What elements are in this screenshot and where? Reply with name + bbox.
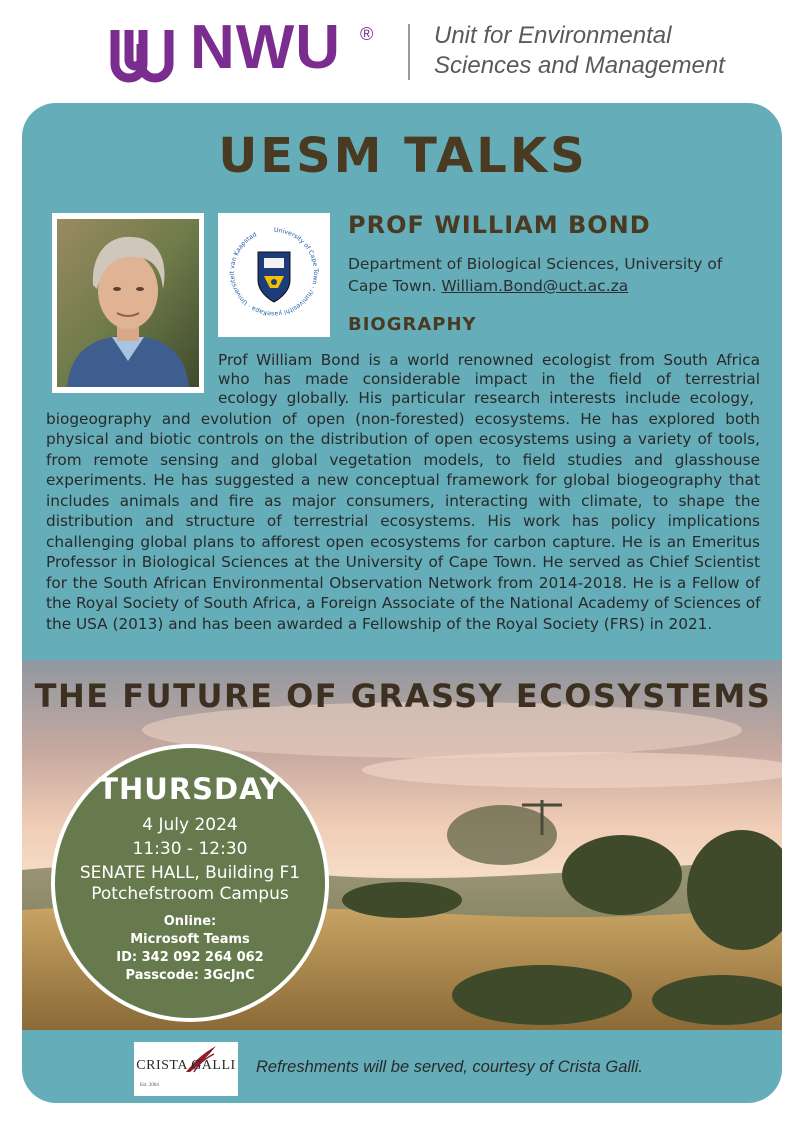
speaker-photo xyxy=(57,219,199,387)
uct-crest-logo xyxy=(220,218,328,332)
sponsor-name: CRISTA GALLI xyxy=(136,1058,236,1073)
header-divider xyxy=(408,24,410,80)
bio-line: includes animals and fire as major consumers, interacting with climate, to shape the xyxy=(46,492,760,510)
bio-line: for the South African Environmental Observation Network from 2014-2018. He is a Fellow of xyxy=(46,574,760,592)
speaker-email-link[interactable]: William.Bond@uct.ac.za xyxy=(441,277,629,295)
meeting-passcode: Passcode: 3GcJnC xyxy=(125,968,255,983)
event-day: THURSDAY xyxy=(98,772,282,806)
header xyxy=(0,0,806,105)
talk-title: THE FUTURE OF GRASSY ECOSYSTEMS xyxy=(34,677,772,715)
unit-name-line2: Sciences and Management xyxy=(434,52,725,79)
event-campus: Potchefstroom Campus xyxy=(91,884,289,904)
bio-line: biogeography and evolution of open (non-forested) ecosystems. He has explored both xyxy=(46,410,760,428)
bio-line: experiments. He has suggested a new conceptual framework for global biogeography that xyxy=(46,471,760,489)
online-label: Online: xyxy=(163,914,217,929)
bio-line: from remote sensing and global vegetation models, to field studies and glasshouse xyxy=(46,451,760,469)
biography-heading: BIOGRAPHY xyxy=(348,314,477,335)
meeting-id: ID: 342 092 264 062 xyxy=(116,950,264,965)
sponsor-est: Est. 2004 xyxy=(140,1083,159,1088)
bio-line: distribution and structure of terrestrial ecosystems. His work has policy implications xyxy=(46,512,760,530)
bio-line: physical and biotic controls on the distribution of open ecosystems using a variety of tools, xyxy=(46,430,760,448)
event-venue: SENATE HALL, Building F1 xyxy=(79,863,301,883)
event-time: 11:30 - 12:30 xyxy=(132,839,248,859)
speaker-department: Department of Biological Sciences, University of xyxy=(348,255,723,273)
uct-logo-ring-text: University of Cape Town · iYunivesithi yaseKapa · Universiteit van Kaapstad xyxy=(228,226,319,318)
nwu-logo-icon xyxy=(107,20,177,88)
bio-line: the Royal Society of South Africa, a Foreign Associate of the National Academy of Sciences of xyxy=(46,594,761,612)
speaker-affiliation-line xyxy=(348,277,628,295)
bio-line: the USA (2013) and has been awarded a Fellowship of the Royal Society (FRS) in 2021. xyxy=(46,615,713,633)
registered-mark: ® xyxy=(360,24,374,44)
bio-line: Prof William Bond is a world renowned ecologist from South Africa xyxy=(218,351,760,369)
event-date: 4 July 2024 xyxy=(142,815,238,835)
affiliation-prefix: Cape Town. xyxy=(348,277,437,295)
speaker-name: PROF WILLIAM BOND xyxy=(348,211,651,239)
unit-name-line1: Unit for Environmental xyxy=(434,22,672,49)
series-title: UESM TALKS xyxy=(218,128,588,184)
bio-line: ecology globally. His particular research interests include ecology, xyxy=(218,389,754,407)
online-platform: Microsoft Teams xyxy=(130,932,250,947)
bio-line: Professor in Biological Sciences at the University of Cape Town. He served as Chief Scientist xyxy=(46,553,760,571)
nwu-wordmark: NWU xyxy=(190,13,342,82)
refreshments-note: Refreshments will be served, courtesy of Crista Galli. xyxy=(256,1058,643,1076)
bio-line: who has made considerable impact in the field of terrestrial xyxy=(218,370,760,388)
bio-line: challenging global plans to afforest open ecosystems for carbon capture. He is an Emeritus xyxy=(46,533,760,551)
